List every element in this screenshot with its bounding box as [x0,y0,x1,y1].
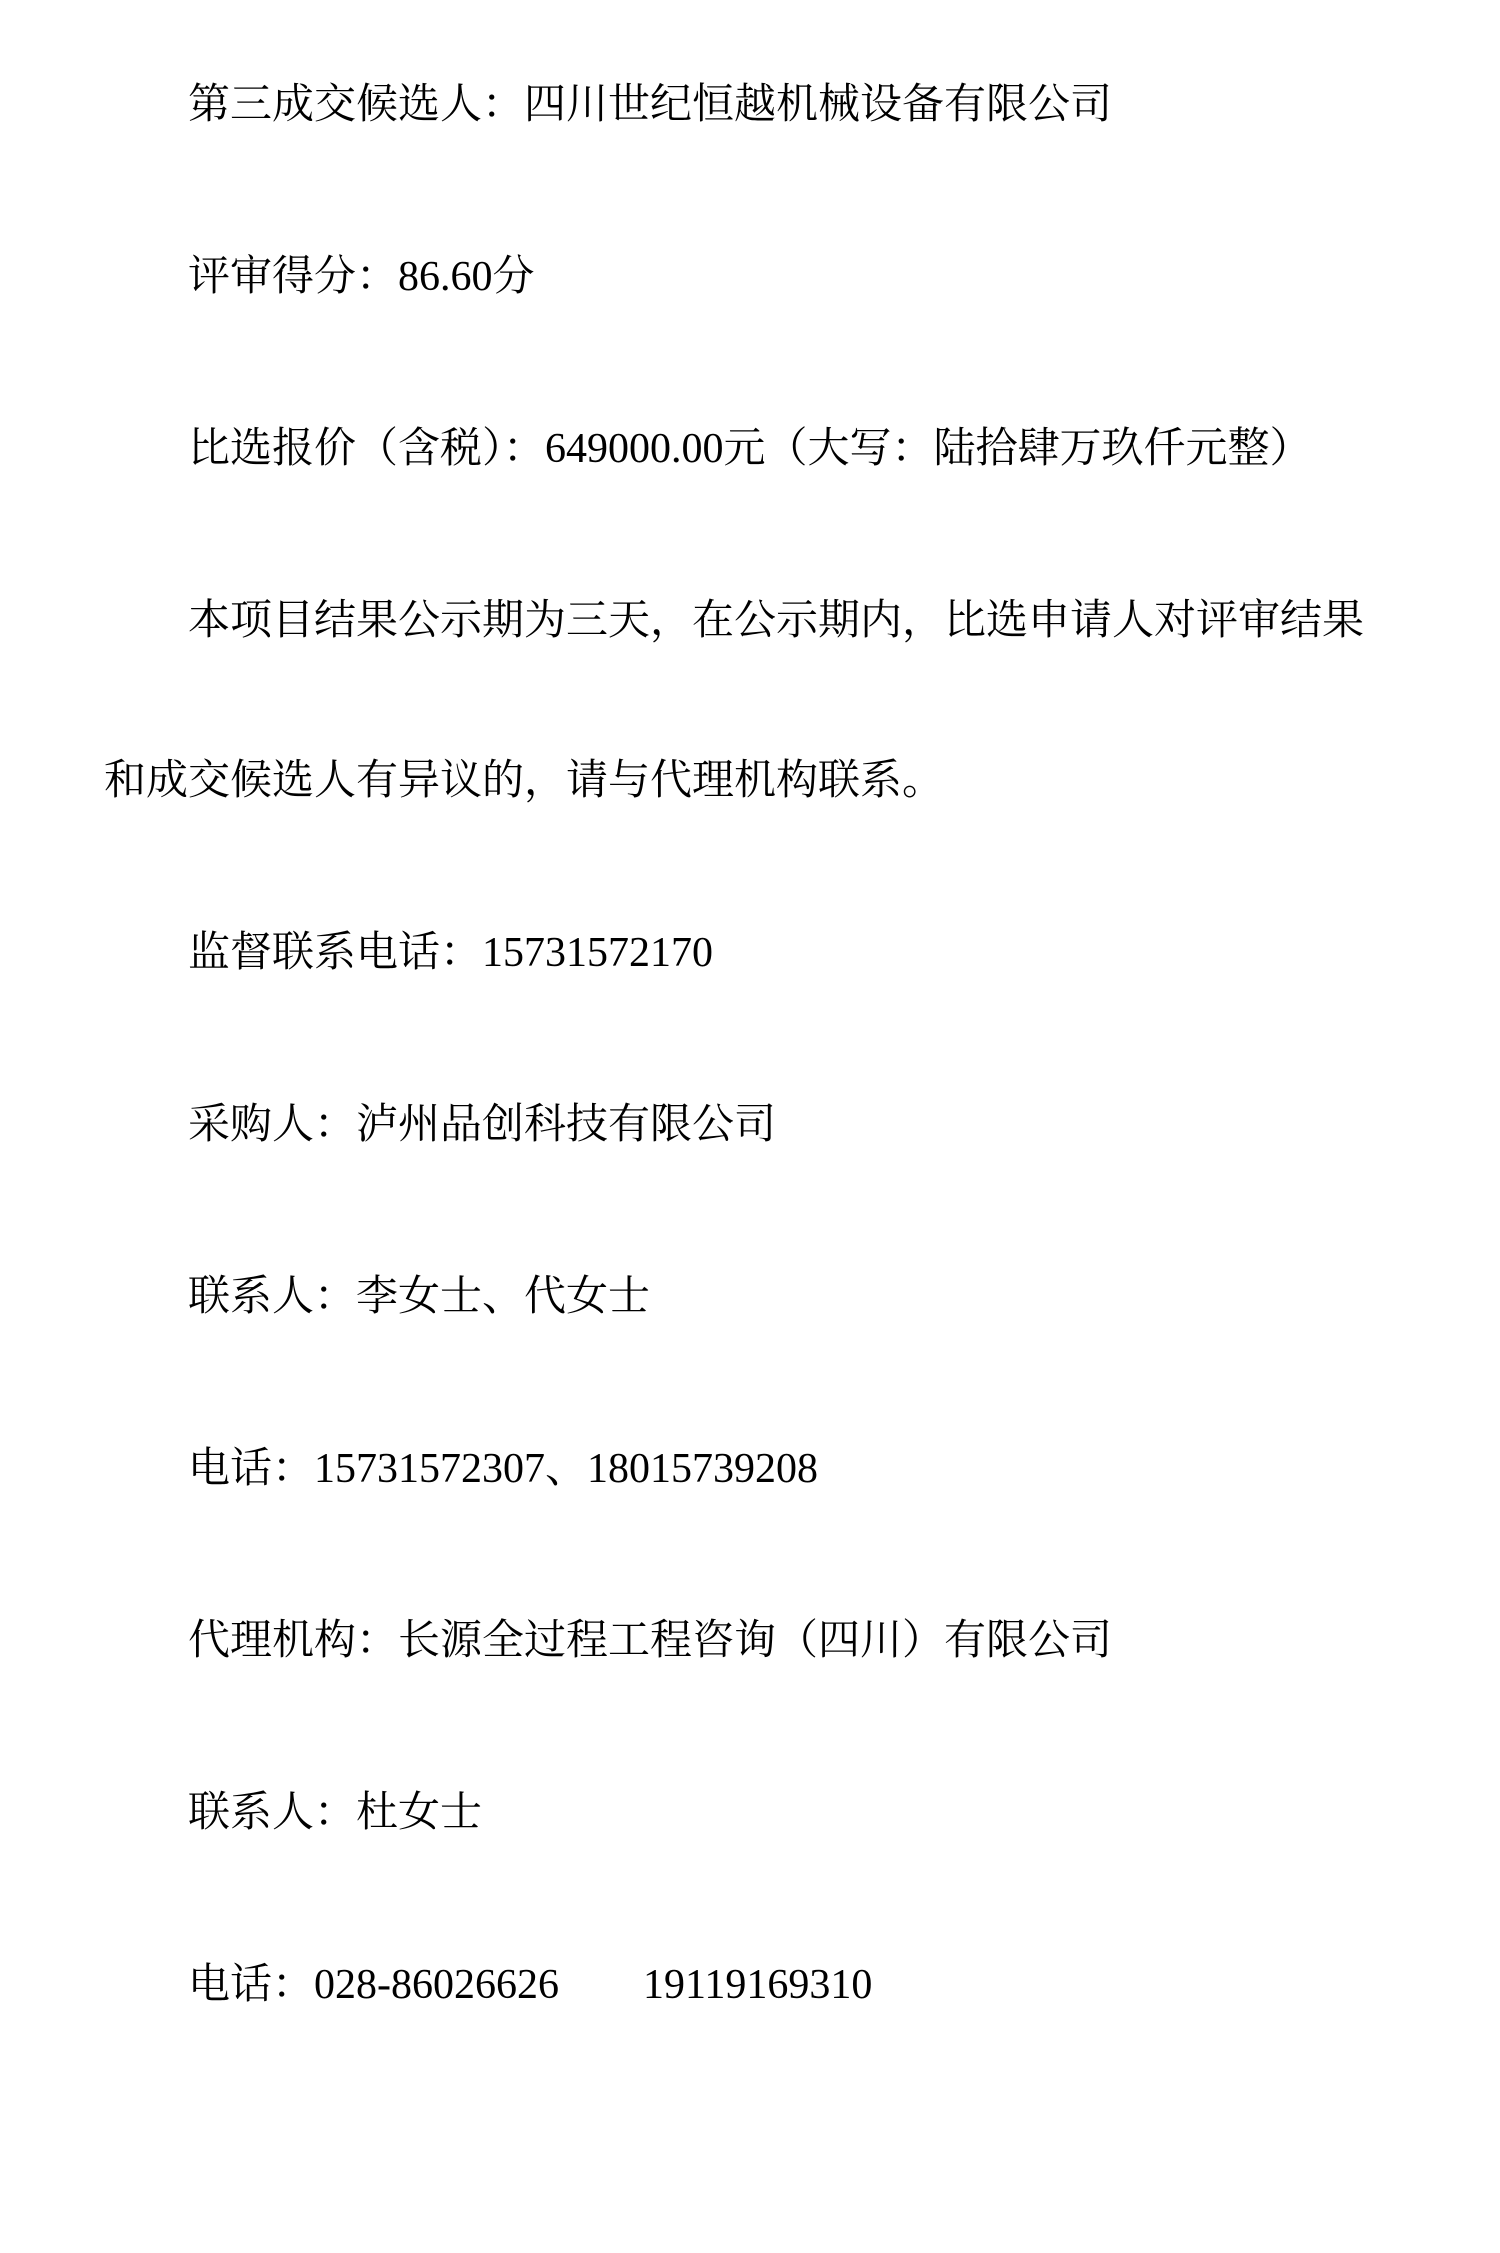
agency-phone-line: 电话：028-86026626 19119169310 [188,1962,873,2008]
purchaser-contact-line: 联系人：李女士、代女士 [188,1274,651,1320]
supervision-phone-line: 监督联系电话：15731572170 [188,930,714,976]
announcement-body [104,25,1375,2065]
agency-contact-line: 联系人：杜女士 [188,1790,483,1836]
third-candidate-line: 第三成交候选人：四川世纪恒越机械设备有限公司 [188,82,1113,128]
purchaser-line: 采购人：泸州品创科技有限公司 [188,1102,777,1148]
bid-price-line: 比选报价（含税）：649000.00元（大写：陆拾肆万玖仟元整） [188,426,1312,472]
publicity-period-paragraph: 本项目结果公示期为三天，在公示期内，比选申请人对评审结果和成交候选人有异议的，请与代理机构联系。 [104,598,1365,804]
purchaser-phone-line: 电话：15731572307、18015739208 [188,1446,819,1492]
agency-line: 代理机构：长源全过程工程咨询（四川）有限公司 [188,1618,1113,1664]
review-score-line: 评审得分：86.60分 [188,254,535,300]
